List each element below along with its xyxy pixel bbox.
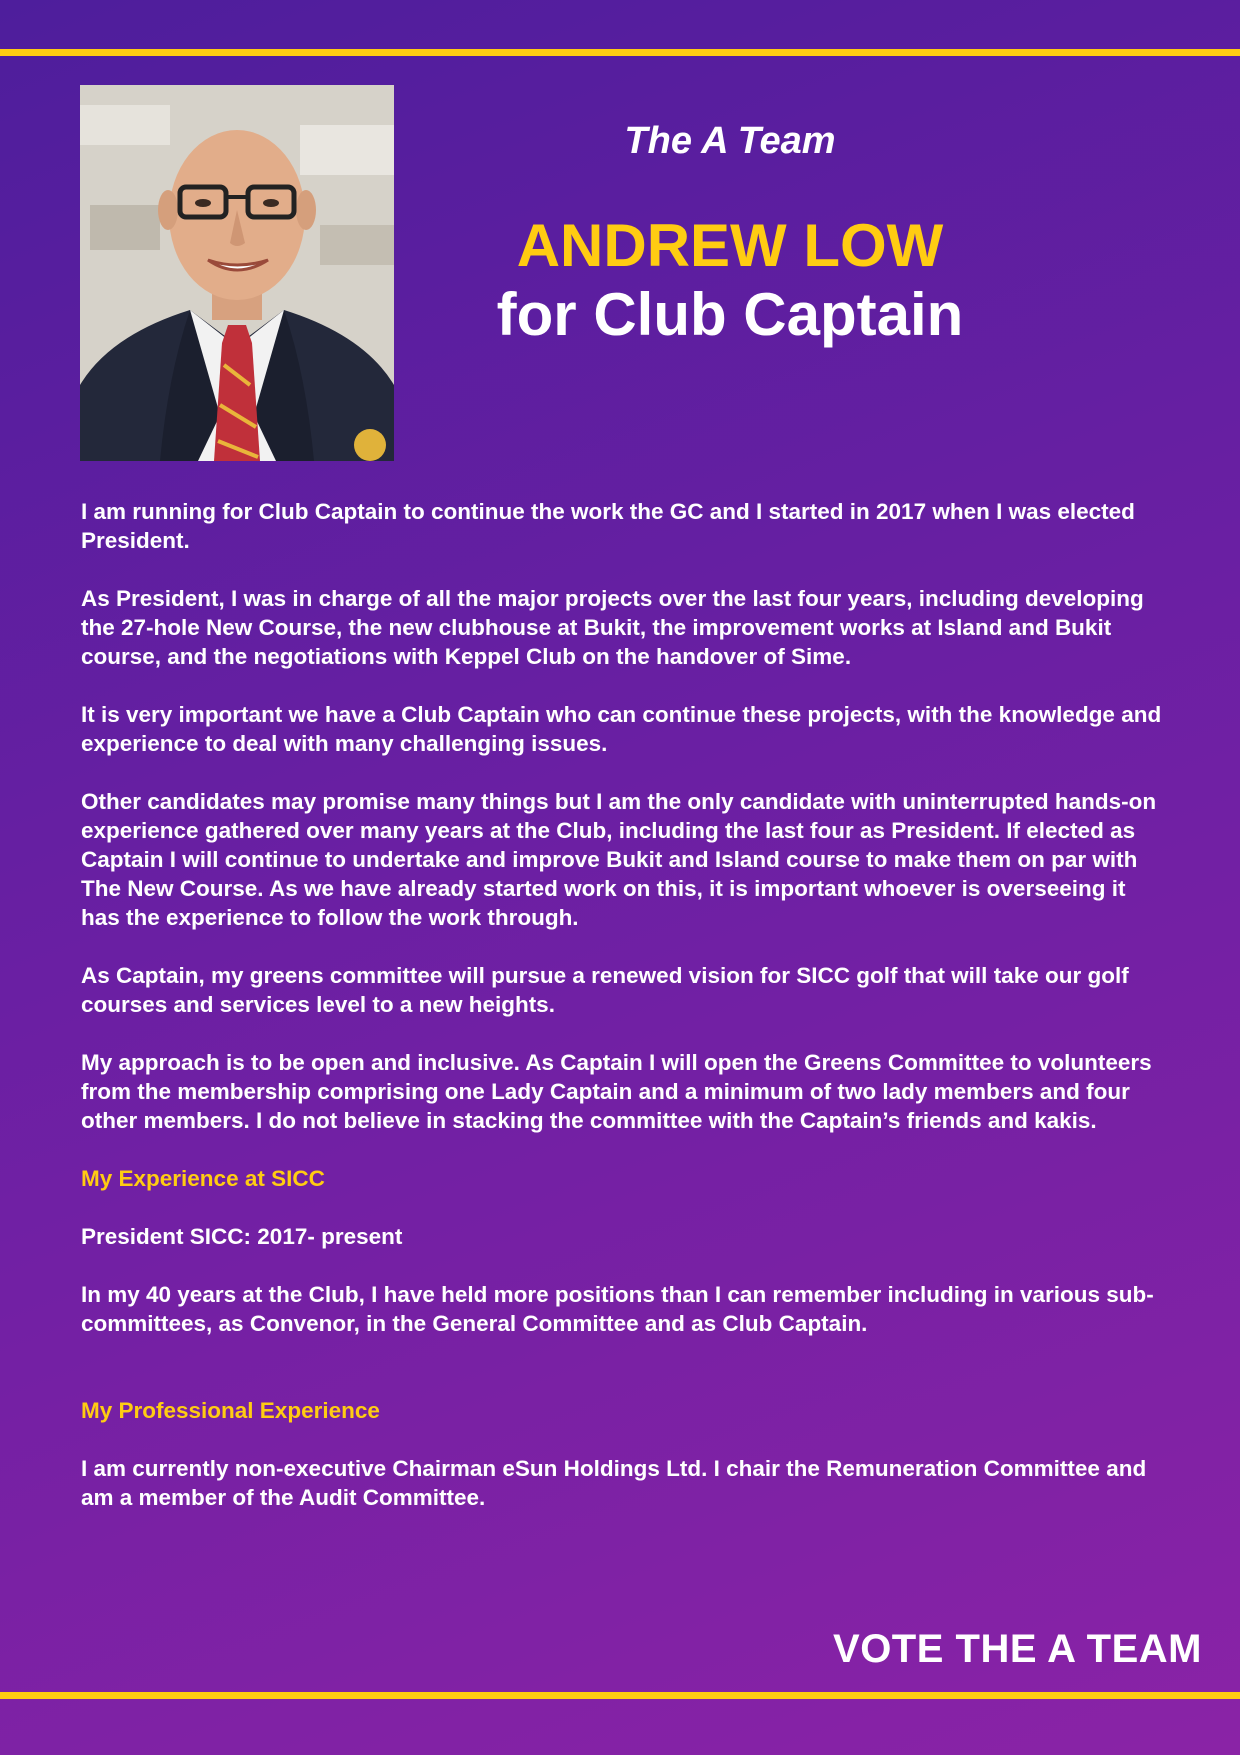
candidate-name: ANDREW LOW	[516, 212, 944, 279]
bottom-accent-rule	[0, 1692, 1240, 1699]
professional-text: I am currently non-executive Chairman eSun Holdings Ltd. I chair the Remuneration Committee and am a member of the Audit Committee.	[81, 1456, 1147, 1510]
experience-text: In my 40 years at the Club, I have held more positions than I can remember including in various sub-committees, as Convenor, in the General Committee and as Club Captain.	[81, 1282, 1154, 1336]
experience-heading: My Experience at SICC	[81, 1166, 325, 1191]
candidate-portrait-icon	[80, 85, 394, 461]
vote-slogan: VOTE THE A TEAM	[833, 1627, 1202, 1671]
body-paragraph: Other candidates may promise many things but I am the only candidate with uninterrupted hands-on experience gathered over many years at the Club, including the last four as President. If elected as Captain I will continue to undertake and improve Bukit and Island course to make them on par with The New Course. As we have already started work on this, it is important whoever is overseeing it has the experience to follow the work through.	[81, 789, 1157, 930]
top-accent-rule	[0, 49, 1240, 56]
body-paragraph: My approach is to be open and inclusive. As Captain I will open the Greens Committee to volunteers from the membership comprising one Lady Captain and a minimum of two lady members and four other members. I do not believe in stacking the committee with the Captain’s friends and kakis.	[81, 1050, 1152, 1133]
professional-heading: My Professional Experience	[81, 1398, 380, 1423]
body-paragraph: As President, I was in charge of all the major projects over the last four years, including developing the 27-hole New Course, the new clubhouse at Bukit, the improvement works at Island and Bukit course, and the negotiations with Keppel Club on the handover of Sime.	[81, 586, 1144, 669]
experience-role: President SICC: 2017- present	[81, 1224, 403, 1249]
body-paragraph: As Captain, my greens committee will pursue a renewed vision for SICC golf that will take our golf courses and services level to a new heights.	[81, 963, 1129, 1017]
candidate-role: for Club Captain	[496, 281, 964, 348]
body-content	[81, 497, 1166, 1541]
header-block	[430, 115, 1030, 351]
body-paragraph: I am running for Club Captain to continue the work the GC and I started in 2017 when I was elected President.	[81, 499, 1135, 553]
team-title: The A Team	[624, 120, 836, 162]
body-paragraph: It is very important we have a Club Captain who can continue these projects, with the knowledge and experience to deal with many challenging issues.	[81, 702, 1162, 756]
